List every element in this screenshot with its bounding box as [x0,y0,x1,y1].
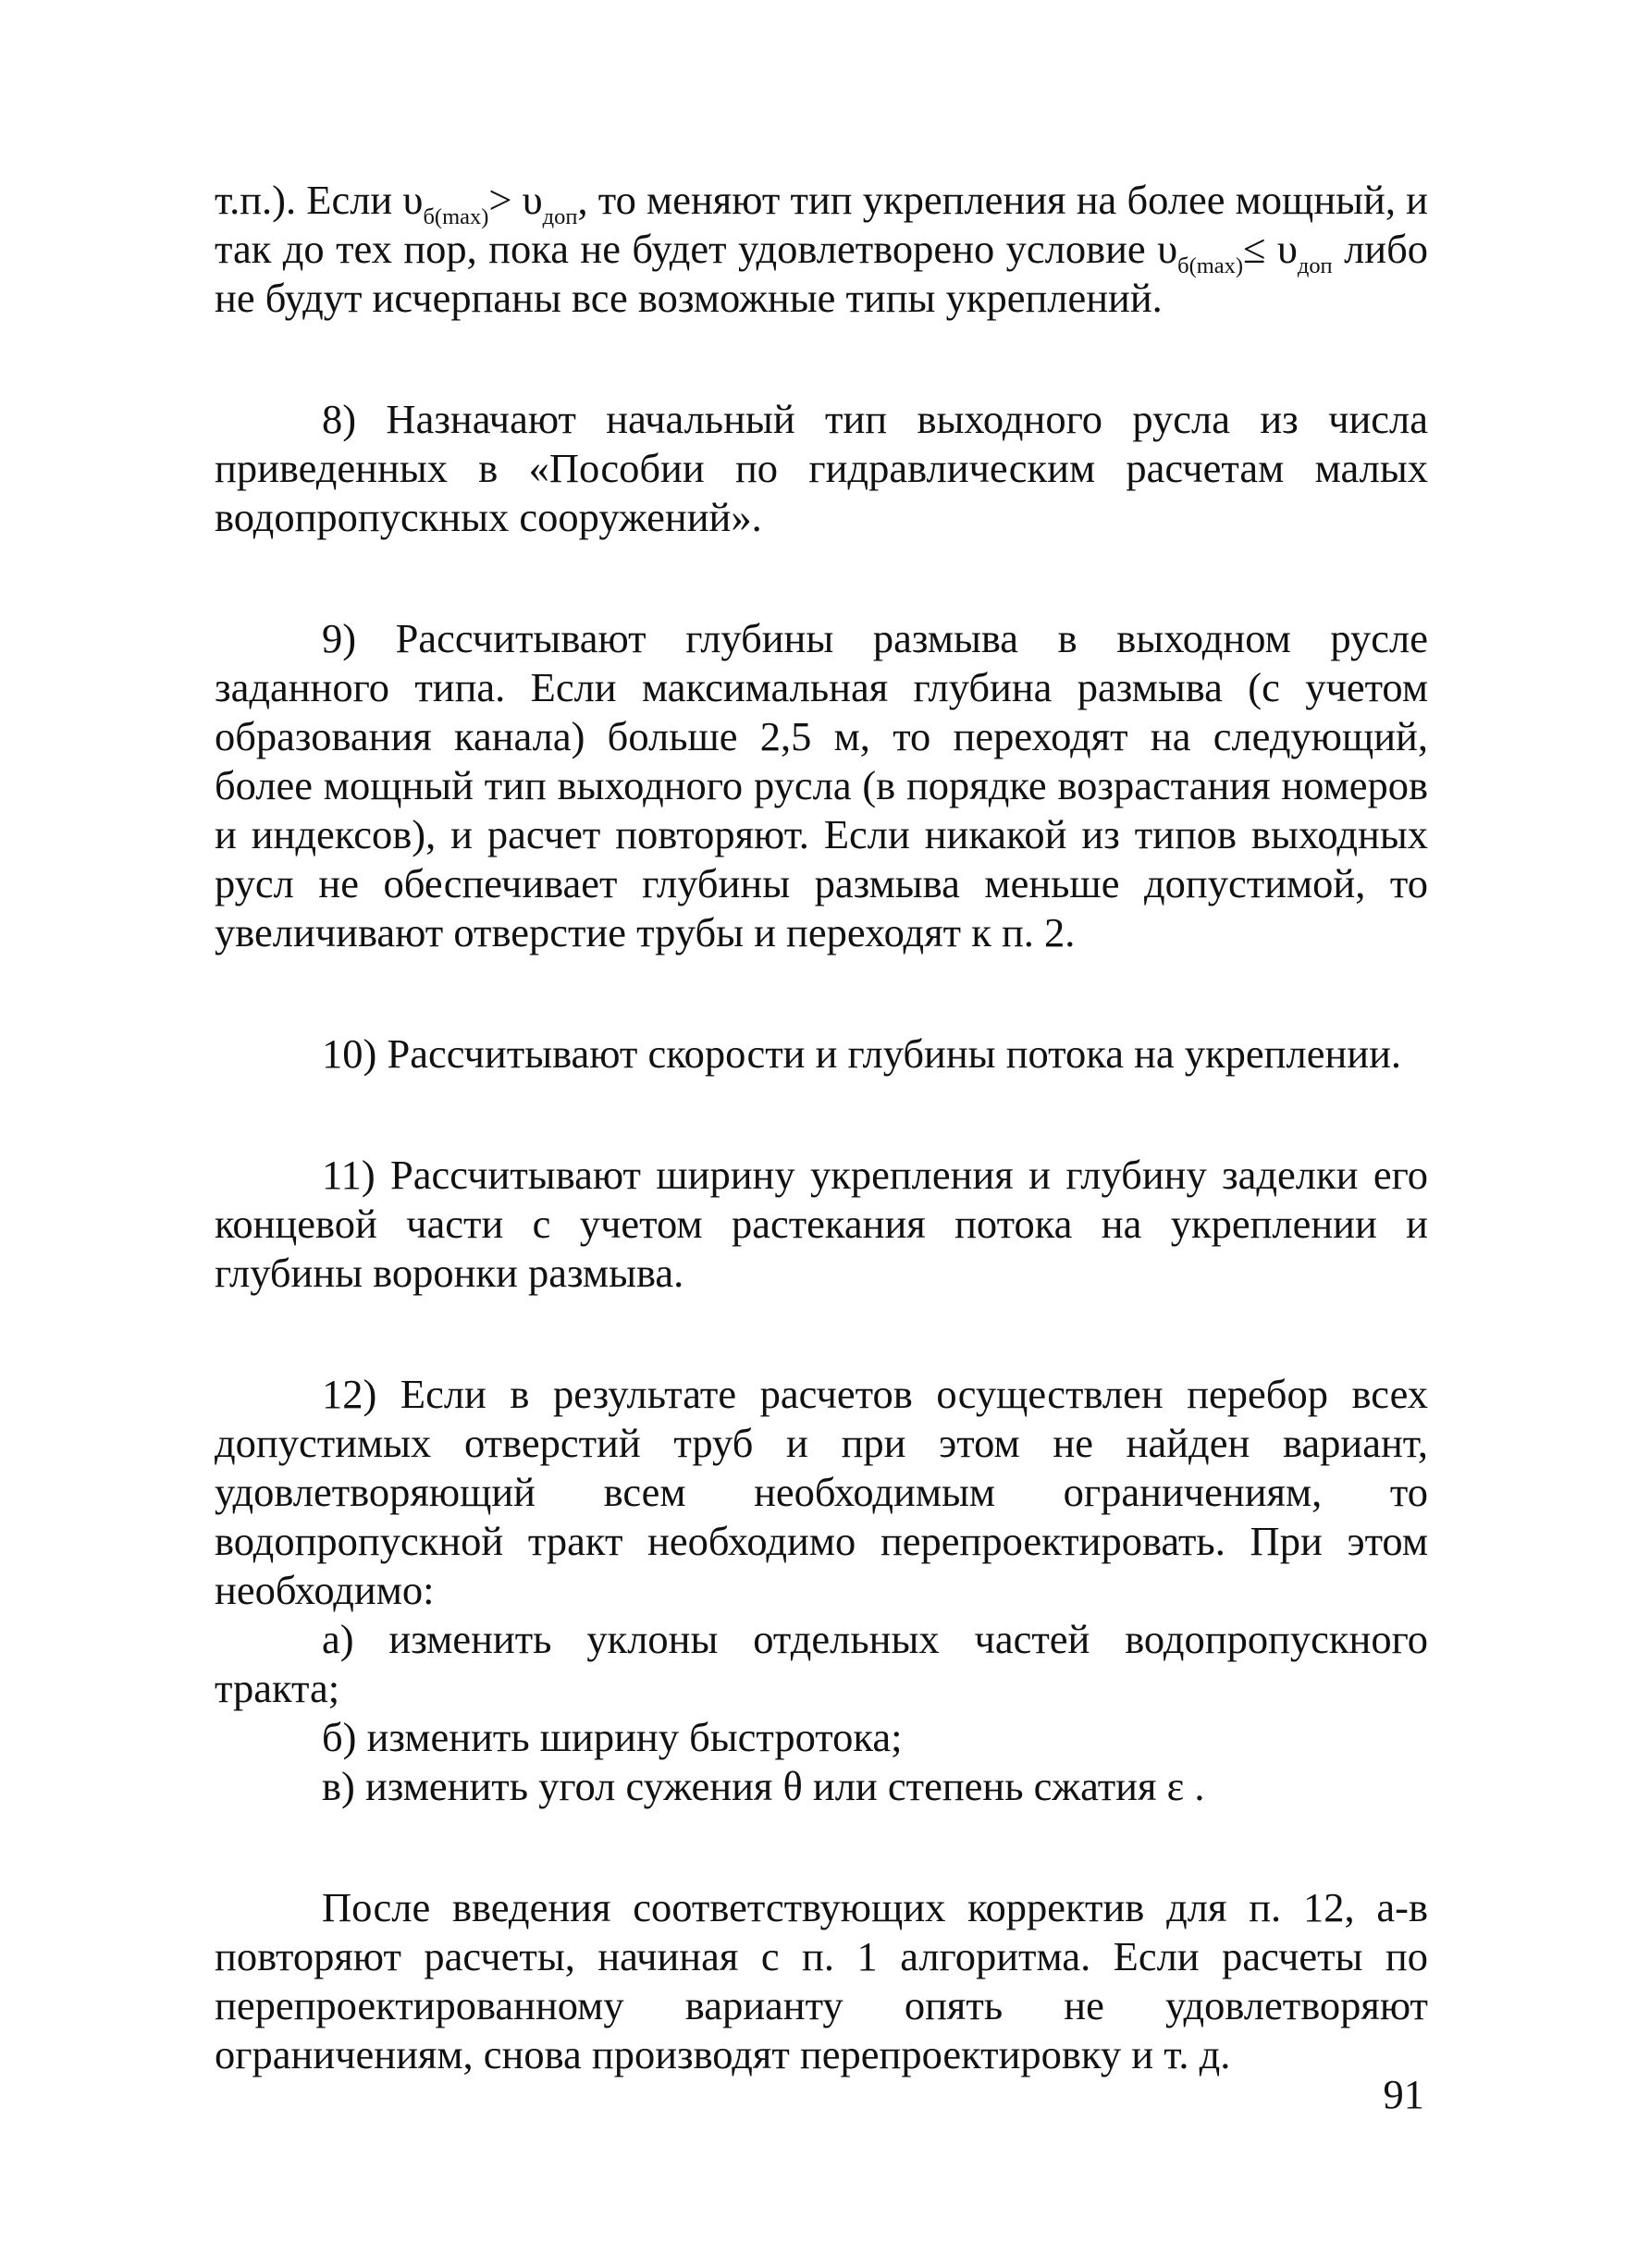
document-page [215,176,1428,2079]
subscript-b-max-1: б(max) [423,204,489,229]
step-9-paragraph: 9) Рассчитывают глубины размыва в выходном русле заданного типа. Если максимальная глубина размыва (с учетом образования канала) больше 2,5 м, то переходят на следующий, более мощный тип выходного русла (в порядке возрастания номеров и индексов), и расчет повторяют. Если никакой из типов выходных русл не обеспечивает глубины размыва меньше допустимой, то увеличивают отверстие трубы и переходят к п. 2. [215,615,1428,955]
subscript-b-max-2: б(max) [1177,253,1243,278]
intro-text-4: ≤ υ [1243,226,1298,272]
closing-paragraph: После введения соответствующих корректив для п. 12, а-в повторяют расчеты, начиная с п. 1 алгоритма. Если расчеты по перепроектированному варианту опять не удовлетворяют ограничениям, снова производят перепроектировку и т. д. [215,1884,1428,2077]
intro-text-3: , то меняют тип укрепления на более мощный, и так до тех пор, пока не будет удовлетворено условие υ [215,177,1428,272]
page-number: 91 [1383,2071,1424,2117]
step-11-paragraph: 11) Рассчитывают ширину укрепления и глубину заделки его концевой части с учетом растекания потока на укреплении и глубины воронки размыва. [215,1152,1428,1296]
list-item: в) изменить угол сужения θ или степень сжатия ε . [322,1763,1205,1809]
subscript-dop-2: доп [1297,253,1333,278]
intro-text-1: т.п.). Если υ [215,177,424,223]
step-12-paragraph: 12) Если в результате расчетов осуществлен перебор всех допустимых отверстий труб и при этом не найден вариант, удовлетворяющий всем необходимым ограничениям, то водопропускной тракт необходимо перепроектировать. При этом необходимо: [215,1371,1428,1613]
intro-text-5: либо не будут исчерпаны все возможные типы укреплений. [215,226,1428,321]
step-8-paragraph: 8) Назначают начальный тип выходного русла из числа приведенных в «Пособии по гидравлическим расчетам малых водопропускных сооружений». [215,396,1428,540]
intro-paragraph [215,176,1428,323]
intro-text-2: > υ [488,177,543,223]
step-12-list [215,1615,1428,1811]
subscript-dop-1: доп [542,204,578,229]
list-item: а) изменить уклоны отдельных частей водопропускного тракта; [215,1616,1428,1711]
list-item: б) изменить ширину быстротока; [322,1714,903,1760]
step-10-paragraph: 10) Рассчитывают скорости и глубины потока на укреплении. [322,1030,1402,1077]
